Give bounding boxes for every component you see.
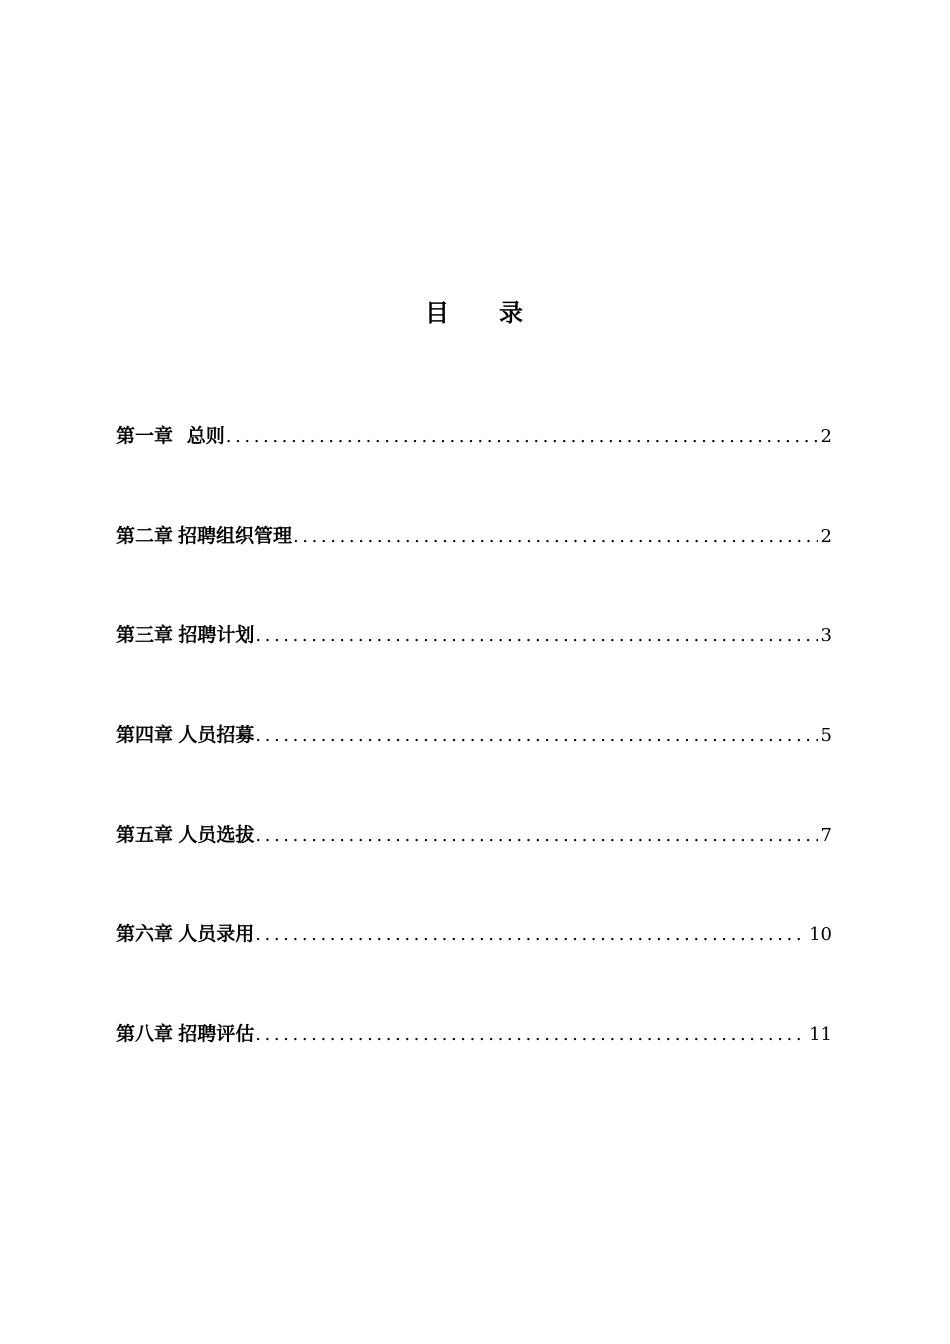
toc-page-number: 10	[809, 924, 832, 946]
toc-page-number: 5	[820, 725, 832, 747]
toc-entry-1[interactable]	[116, 421, 832, 521]
toc-entry-2[interactable]	[116, 521, 832, 621]
toc-dot-leader	[293, 522, 818, 552]
toc-dot-leader	[255, 1020, 806, 1050]
toc-page-number: 2	[820, 426, 832, 447]
toc-dot-leader	[226, 422, 818, 452]
toc-dot-leader	[255, 920, 806, 950]
toc-page-number: 3	[820, 625, 832, 647]
toc-chapter-name: 人员录用	[178, 923, 255, 946]
toc-title	[0, 296, 950, 330]
toc-entry-5[interactable]	[116, 820, 832, 920]
toc-chapter-name: 招聘组织管理	[177, 524, 292, 547]
toc-entry-3[interactable]	[116, 620, 832, 720]
toc-entry-4[interactable]	[116, 720, 832, 820]
toc-page-number: 2	[820, 525, 832, 547]
toc-chapter-number: 第三章	[116, 624, 174, 647]
toc-title-left: 目	[425, 298, 451, 327]
toc-chapter-name: 招聘评估	[178, 1023, 255, 1046]
toc-list	[116, 421, 832, 1119]
toc-chapter-name: 人员选拔	[178, 823, 255, 846]
toc-dot-leader	[255, 821, 817, 851]
toc-page-number: 7	[820, 824, 832, 846]
toc-chapter-number: 第一章	[116, 425, 174, 447]
toc-entry-7[interactable]	[116, 1019, 832, 1119]
toc-entry-6[interactable]	[116, 919, 832, 1019]
toc-chapter-number: 第六章	[116, 923, 174, 946]
toc-chapter-number: 第五章	[116, 823, 174, 846]
toc-title-right: 录	[499, 298, 525, 327]
toc-chapter-name: 招聘计划	[178, 624, 255, 647]
toc-chapter-number: 第四章	[116, 724, 174, 747]
toc-dot-leader	[255, 721, 817, 751]
toc-chapter-number: 第二章	[116, 524, 174, 547]
toc-chapter-number: 第八章	[116, 1023, 174, 1046]
toc-chapter-name: 人员招募	[178, 724, 255, 747]
toc-dot-leader	[255, 621, 817, 651]
toc-chapter-name: 总则	[186, 425, 225, 447]
toc-page-number: 11	[809, 1024, 832, 1046]
